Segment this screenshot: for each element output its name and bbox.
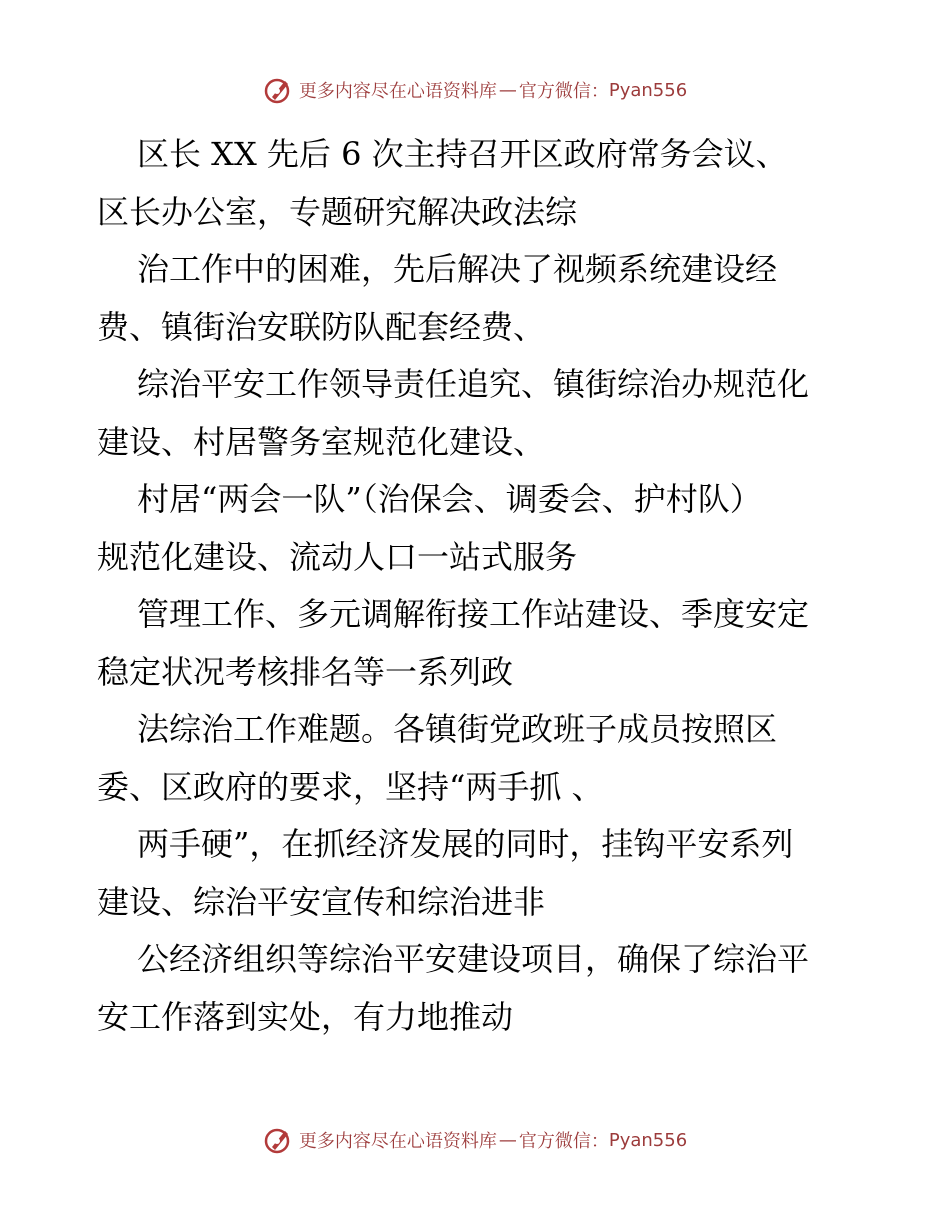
pen-logo-icon [263, 1125, 293, 1155]
paragraph-line: 建设、综治平安宣传和综治进非 [97, 882, 546, 921]
paragraph [97, 931, 857, 1046]
paragraph-line: 区长 XX 先后 6 次主持召开区政府常务会议、 [137, 135, 788, 173]
banner-wechat-id: Pyan556 [608, 1129, 688, 1151]
banner-dash: — [498, 79, 517, 101]
footer-banner [0, 1120, 950, 1160]
banner-text: 更多内容尽在心语资料库 [298, 81, 497, 102]
paragraph [97, 356, 857, 471]
header-banner [0, 70, 950, 110]
banner-dash: — [498, 1129, 517, 1151]
paragraph-line: 综治平安工作领导责任追究、镇街综治办规范化 [137, 365, 810, 403]
paragraph [97, 126, 857, 241]
paragraph-line: 公经济组织等综治平安建设项目，确保了综治平 [137, 940, 810, 978]
paragraph-line: 管理工作、多元调解衔接工作站建设、季度安定 [137, 595, 810, 633]
banner-wechat-label: 官方微信： [518, 1131, 609, 1152]
paragraph [97, 471, 857, 586]
document-body [97, 126, 857, 1046]
paragraph-line: 法综治工作难题。各镇街党政班子成员按照区 [137, 710, 778, 748]
banner-wechat-id: Pyan556 [608, 79, 688, 101]
banner-wechat-label: 官方微信： [518, 81, 609, 102]
paragraph [97, 586, 857, 701]
paragraph [97, 241, 857, 356]
paragraph-line: 规范化建设、流动人口一站式服务 [97, 537, 578, 576]
pen-logo-icon [263, 75, 293, 105]
paragraph-line: 委、区政府的要求，坚持“两手抓 、 [97, 767, 604, 806]
paragraph-line: 区长办公室，专题研究解决政法综 [97, 192, 578, 231]
paragraph-line: 建设、村居警务室规范化建设、 [97, 422, 546, 461]
paragraph [97, 816, 857, 931]
paragraph-line: 稳定状况考核排名等一系列政 [97, 652, 514, 691]
paragraph-line: 治工作中的困难，先后解决了视频系统建设经 [137, 250, 778, 288]
paragraph [97, 701, 857, 816]
banner-text: 更多内容尽在心语资料库 [298, 1131, 497, 1152]
paragraph-line: 村居“两会一队”（治保会、调委会、护村队） [137, 480, 762, 518]
paragraph-line: 两手硬”，在抓经济发展的同时，挂钩平安系列 [137, 825, 794, 863]
paragraph-line: 安工作落到实处，有力地推动 [97, 997, 514, 1036]
paragraph-line: 费、镇街治安联防队配套经费、 [97, 307, 546, 346]
